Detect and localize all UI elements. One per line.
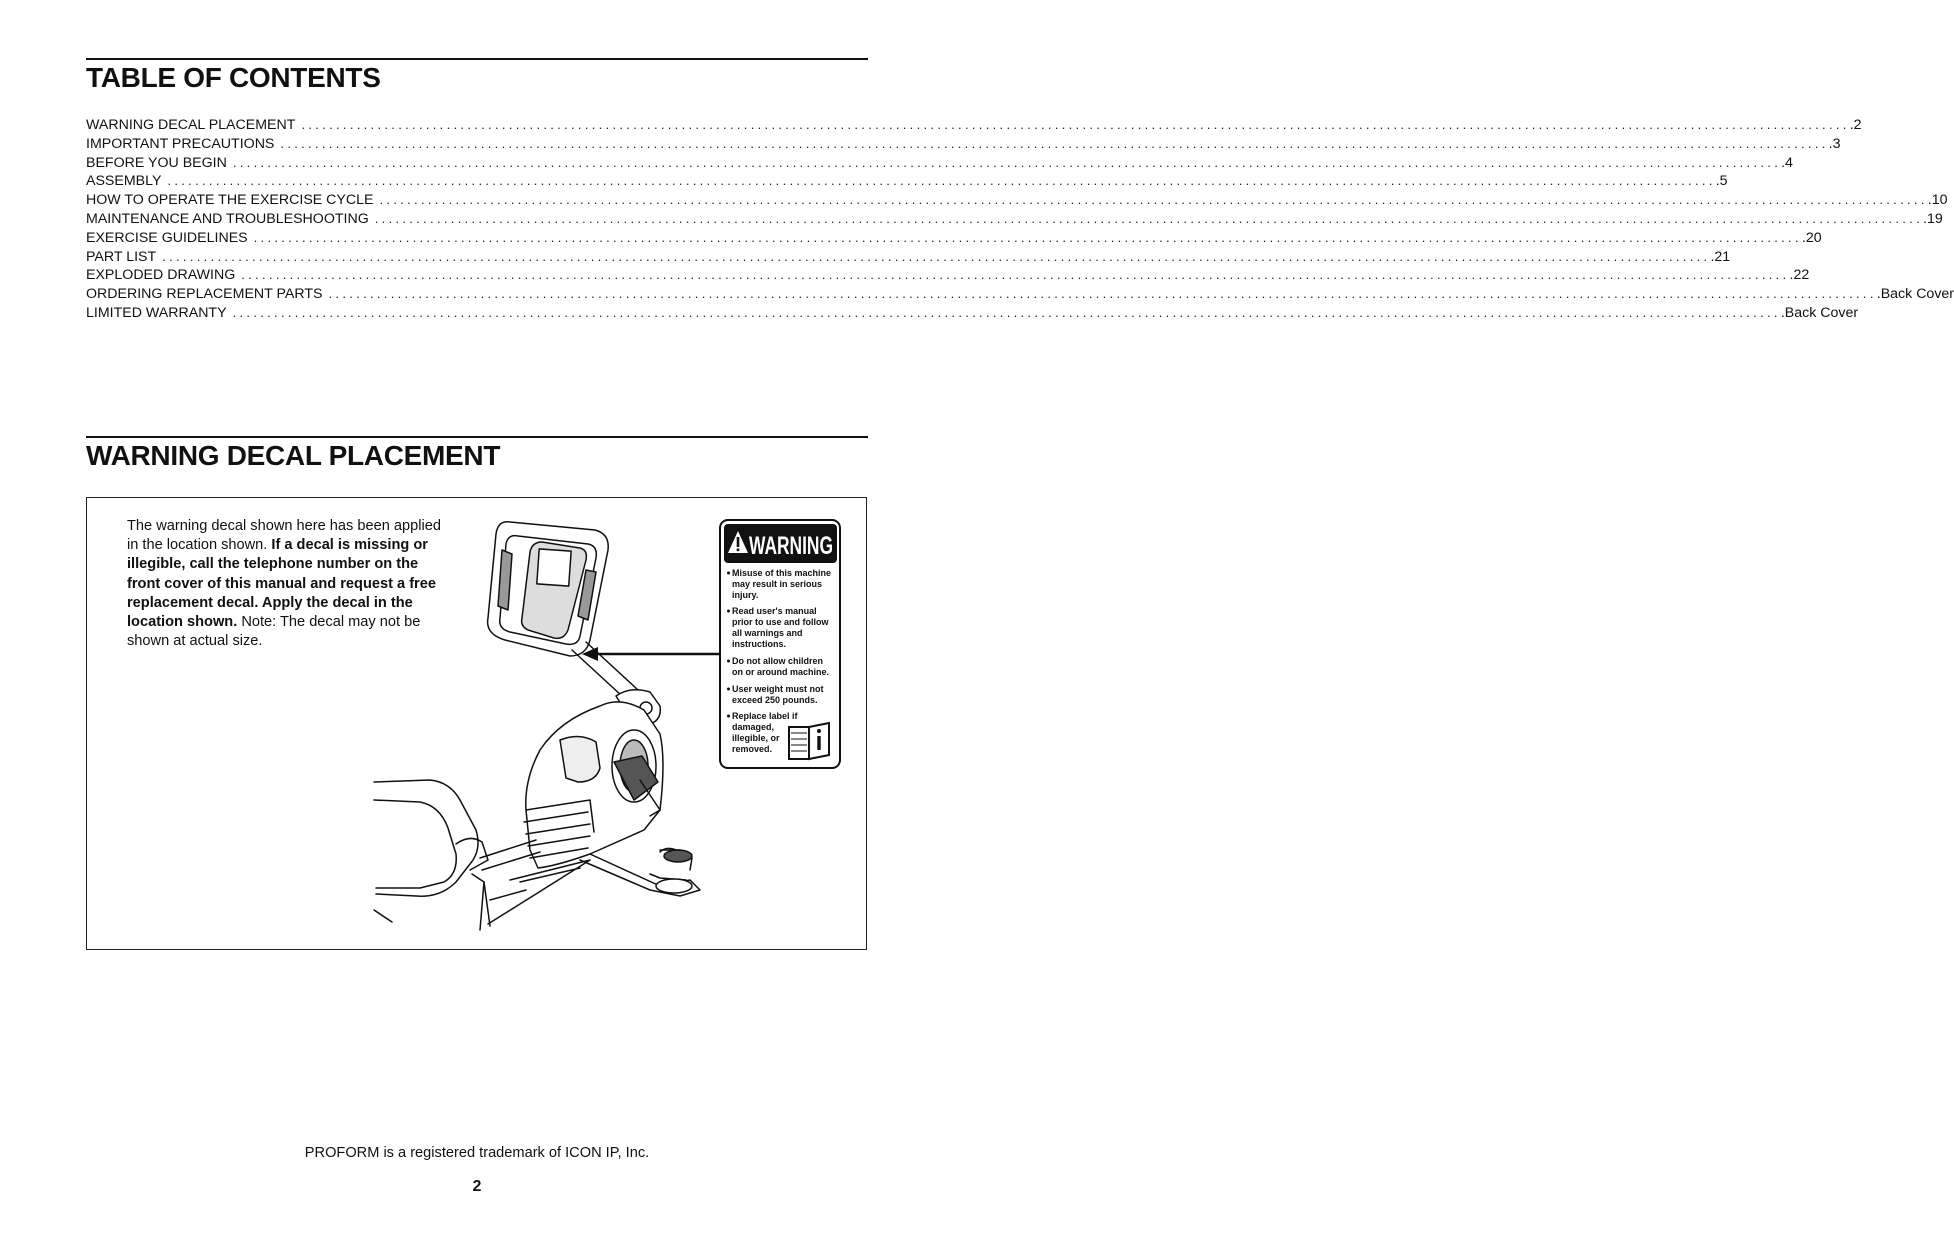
warning-item-line: Misuse of this machine xyxy=(732,568,832,578)
toc-dot-leader xyxy=(254,229,1802,248)
warning-item-line: damaged, xyxy=(732,722,775,732)
warning-bullet xyxy=(727,610,730,613)
toc-entry xyxy=(86,210,1943,229)
warning-decal xyxy=(719,519,842,770)
toc-dot-leader xyxy=(329,285,1877,304)
toc-dot-leader xyxy=(162,248,1710,267)
toc-dot-leader xyxy=(380,191,1928,210)
warning-section-heading: WARNING DECAL PLACEMENT xyxy=(86,440,501,471)
trademark-note: PROFORM is a registered trademark of ICON IP, Inc. xyxy=(304,1145,650,1161)
toc-dot-leader xyxy=(167,172,1715,191)
toc-dot-leader xyxy=(233,154,1781,173)
toc-entry xyxy=(86,304,1859,323)
toc-entry xyxy=(86,266,1810,285)
toc-dot-leader xyxy=(301,116,1849,135)
page-number: 2 xyxy=(472,1178,482,1195)
toc-entry-title: WARNING DECAL PLACEMENT xyxy=(86,117,296,133)
toc-entry-page: .4 xyxy=(1781,154,1793,171)
warning-item-line: prior to use and follow xyxy=(732,617,829,627)
warning-item-line: all warnings and xyxy=(732,628,803,638)
toc-entry xyxy=(86,172,1728,191)
warning-item-line: Replace label if xyxy=(732,711,798,721)
warning-title: WARNING xyxy=(749,532,833,560)
warning-bullet xyxy=(727,660,730,663)
toc-entry-page: .2 xyxy=(1849,117,1862,133)
warning-item-line: illegible, or xyxy=(732,733,780,743)
decal-intro: The warning decal shown here has been applied in the location shown. xyxy=(127,518,441,554)
manual-book-icon xyxy=(789,723,829,759)
toc-entry-page: .22 xyxy=(1789,267,1810,284)
toc-entry xyxy=(86,154,1793,173)
section-rule xyxy=(86,436,868,438)
warning-item-line: instructions. xyxy=(732,639,787,649)
warning-item-line: User weight must not xyxy=(732,684,824,694)
toc-entry-page: .10 xyxy=(1927,192,1948,209)
toc-entry-title: PART LIST xyxy=(86,248,157,265)
toc-entry xyxy=(86,135,1841,154)
toc-entry-title: HOW TO OPERATE THE EXERCISE CYCLE xyxy=(86,192,374,209)
toc-entry-title: MAINTENANCE AND TROUBLESHOOTING xyxy=(86,210,369,227)
warning-item-line: Read user's manual xyxy=(732,606,817,616)
decal-note: Note: The decal may not be shown at actual size. xyxy=(127,614,421,650)
pointer-arrow xyxy=(582,647,720,661)
toc-entry xyxy=(86,116,1862,135)
toc-entry-page: .19 xyxy=(1923,210,1943,227)
warning-item-line: removed. xyxy=(732,744,773,754)
toc-entry-title: BEFORE YOU BEGIN xyxy=(86,154,227,171)
warning-item-line: Do not allow children xyxy=(732,656,824,666)
warning-item-line: exceed 250 pounds. xyxy=(732,695,818,705)
toc-entry-title: ORDERING REPLACEMENT PARTS xyxy=(86,286,323,303)
toc-entry-title: EXERCISE GUIDELINES xyxy=(86,229,248,246)
toc-entry xyxy=(86,248,1731,267)
table-of-contents xyxy=(86,116,1954,323)
toc-entry-title: EXPLODED DRAWING xyxy=(86,267,236,284)
decal-instructions: If a decal is missing or illegible, call the telephone number on the front cover of this manual and request a free replacement decal. Apply the decal in the location shown. xyxy=(127,537,436,631)
warning-item-line: injury. xyxy=(732,590,759,600)
top-rule xyxy=(86,58,868,60)
toc-heading: TABLE OF CONTENTS xyxy=(86,62,381,93)
toc-entry-title: IMPORTANT PRECAUTIONS xyxy=(86,135,275,152)
toc-entry xyxy=(86,191,1948,210)
toc-entry-page: .Back Cover xyxy=(1876,286,1954,303)
toc-entry-title: ASSEMBLY xyxy=(86,173,162,190)
toc-entry xyxy=(86,285,1954,304)
warning-bullet xyxy=(727,715,730,718)
toc-entry-page: .5 xyxy=(1715,173,1728,190)
toc-dot-leader xyxy=(233,304,1781,323)
warning-item-line: on or around machine. xyxy=(732,667,830,677)
toc-entry-page: .Back Cover xyxy=(1780,304,1859,321)
toc-dot-leader xyxy=(375,210,1923,229)
toc-dot-leader xyxy=(280,135,1828,154)
toc-entry xyxy=(86,229,1822,248)
console-drawing xyxy=(488,522,609,656)
toc-entry-page: .21 xyxy=(1710,248,1731,265)
seat-drawing xyxy=(374,780,490,930)
toc-entry-page: .3 xyxy=(1828,135,1841,152)
cycle-body-drawing xyxy=(524,702,663,868)
toc-entry-page: .20 xyxy=(1801,229,1822,246)
warning-bullet xyxy=(727,572,730,575)
warning-bullet xyxy=(727,688,730,691)
toc-entry-title: LIMITED WARRANTY xyxy=(86,304,227,321)
toc-dot-leader xyxy=(241,266,1789,285)
warning-item-line: may result in serious xyxy=(732,579,823,589)
